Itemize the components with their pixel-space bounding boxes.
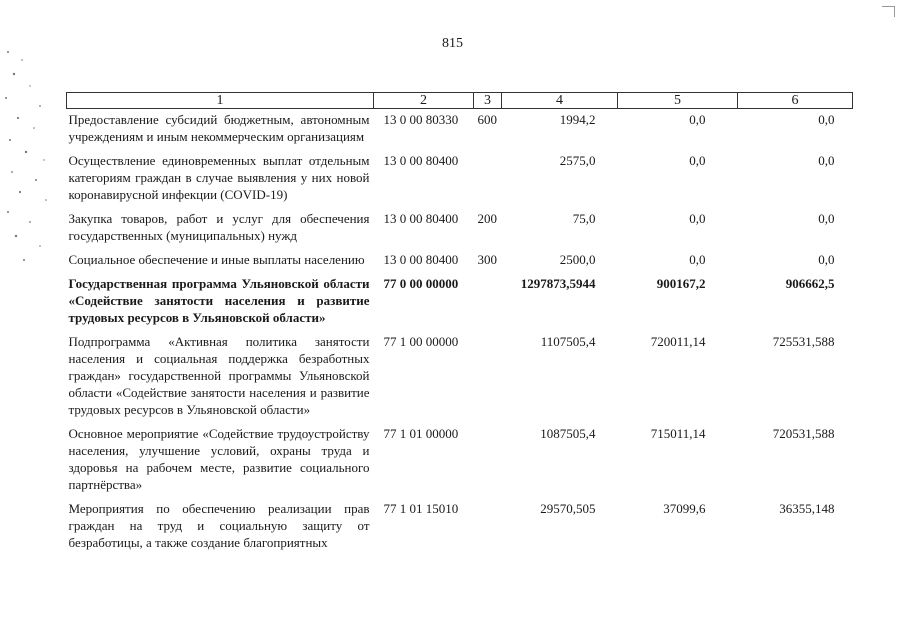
row-code: 13 0 00 80400 — [383, 153, 459, 168]
row-year2: 720011,14 — [650, 334, 706, 349]
table-row — [67, 498, 853, 556]
table-row — [67, 208, 853, 249]
row-year3: 0,0 — [818, 153, 835, 168]
scan-corner-mark — [882, 6, 895, 17]
row-year1: 1994,2 — [559, 112, 596, 127]
row-year1: 1297873,5944 — [520, 276, 596, 291]
row-type: 300 — [477, 252, 497, 267]
row-name: Закупка товаров, работ и услуг для обеспечения государственных (муниципальных) нужд — [68, 211, 370, 243]
header-col-6: 6 — [738, 93, 853, 109]
row-year3: 725531,588 — [772, 334, 835, 349]
row-year3: 0,0 — [818, 112, 835, 127]
row-type — [474, 150, 502, 208]
row-name: Мероприятия по обеспечению реализации прав граждан на труд и социальную защиту от безработицы, а также создание благоприятных — [68, 501, 370, 550]
row-name: Подпрограмма «Активная политика занятости населения и социальная поддержка безработных граждан» государственной программы Ульяновской области «Содействие занятости населения и развитие трудовых ресурсов в Ульяновской области» — [68, 334, 370, 417]
row-type: 200 — [477, 211, 497, 226]
row-code: 77 1 01 15010 — [383, 501, 459, 516]
row-year3: 0,0 — [818, 211, 835, 226]
header-col-1: 1 — [67, 93, 374, 109]
budget-table — [66, 92, 853, 556]
row-year2: 900167,2 — [656, 276, 706, 291]
row-type — [474, 331, 502, 423]
row-year1: 2500,0 — [559, 252, 596, 267]
row-code: 77 0 00 00000 — [383, 276, 459, 291]
table-row — [67, 249, 853, 273]
header-col-2: 2 — [374, 93, 474, 109]
row-type — [474, 498, 502, 556]
row-code: 77 1 00 00000 — [383, 334, 459, 349]
header-col-3: 3 — [474, 93, 502, 109]
row-year1: 2575,0 — [559, 153, 596, 168]
row-code: 13 0 00 80330 — [383, 112, 459, 127]
row-year1: 29570,505 — [540, 501, 596, 516]
row-type — [474, 423, 502, 498]
row-name: Предоставление субсидий бюджетным, автономным учреждениям и иным некоммерческим организациям — [68, 112, 370, 144]
row-year3: 720531,588 — [772, 426, 835, 441]
page-number: 815 — [442, 36, 463, 51]
row-code: 77 1 01 00000 — [383, 426, 459, 441]
row-code: 13 0 00 80400 — [383, 252, 459, 267]
row-name: Основное мероприятие «Содействие трудоустройству населения, улучшение условий, охраны труда и здоровья на рабочем месте, развитие социального партнёрства» — [68, 426, 370, 492]
row-year3: 0,0 — [818, 252, 835, 267]
row-year2: 715011,14 — [650, 426, 706, 441]
header-col-4: 4 — [502, 93, 618, 109]
table-row-program — [67, 273, 853, 331]
table-row — [67, 331, 853, 423]
row-year2: 0,0 — [689, 252, 706, 267]
row-year1: 1087505,4 — [540, 426, 596, 441]
header-row — [67, 93, 853, 109]
row-year2: 37099,6 — [663, 501, 706, 516]
row-name: Государственная программа Ульяновской области «Содействие занятости населения и развитие трудовых ресурсов в Ульяновской области» — [68, 276, 370, 325]
row-year2: 0,0 — [689, 112, 706, 127]
row-year3: 36355,148 — [779, 501, 835, 516]
row-year1: 75,0 — [572, 211, 596, 226]
row-year3: 906662,5 — [785, 276, 835, 291]
row-year1: 1107505,4 — [540, 334, 596, 349]
header-col-5: 5 — [618, 93, 738, 109]
row-name: Социальное обеспечение и иные выплаты населению — [68, 252, 365, 267]
row-year2: 0,0 — [689, 211, 706, 226]
row-type — [474, 273, 502, 331]
table-row — [67, 150, 853, 208]
row-code: 13 0 00 80400 — [383, 211, 459, 226]
table-row — [67, 423, 853, 498]
table-row — [67, 109, 853, 151]
row-type: 600 — [477, 112, 497, 127]
row-year2: 0,0 — [689, 153, 706, 168]
scan-edge-noise — [0, 40, 60, 280]
row-name: Осуществление единовременных выплат отдельным категориям граждан в случае выявления у них новой коронавирусной инфекции (COVID-19) — [68, 153, 370, 202]
